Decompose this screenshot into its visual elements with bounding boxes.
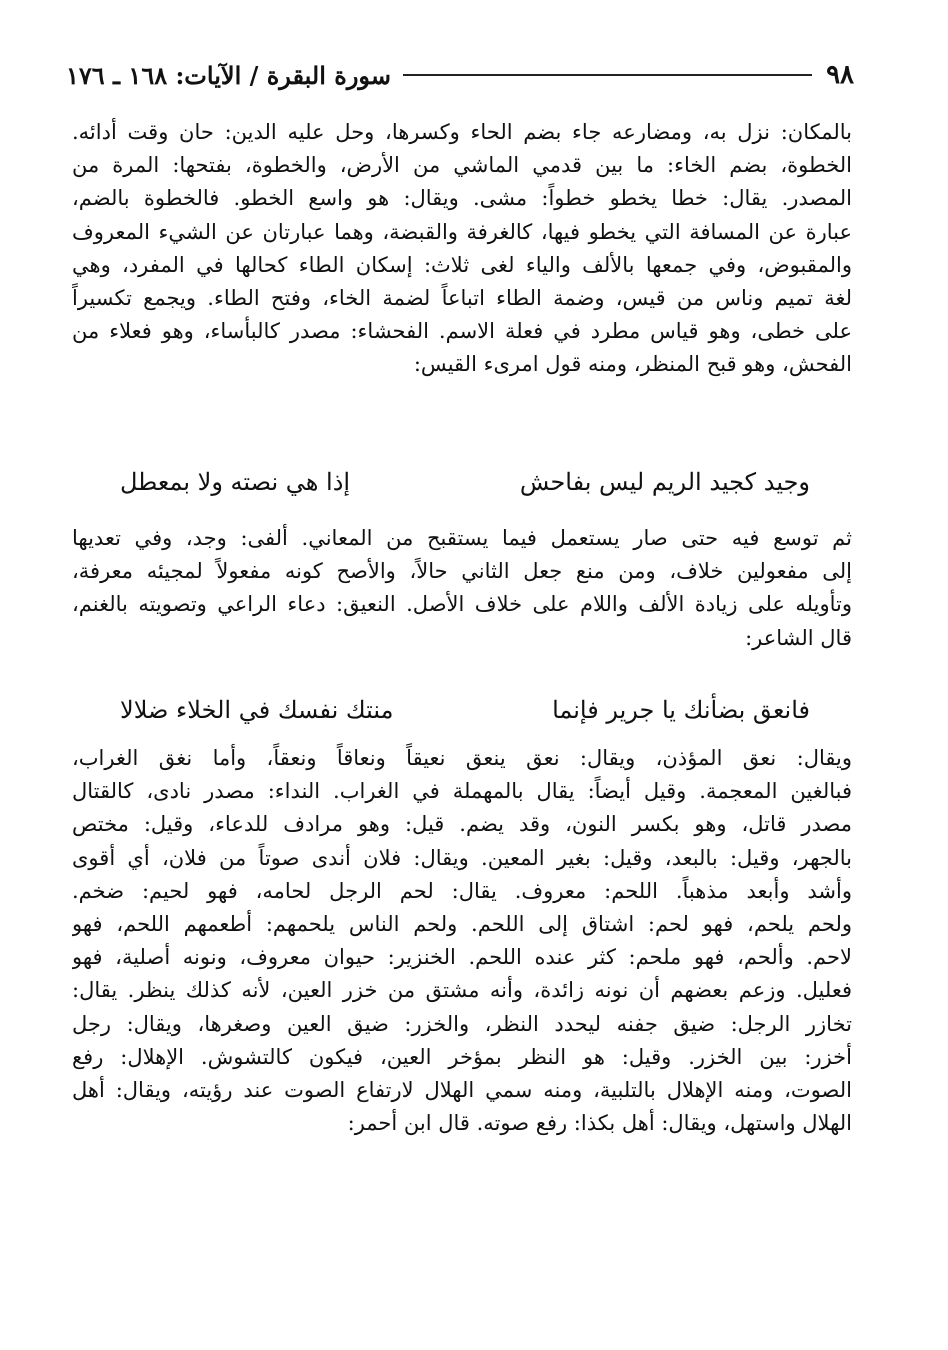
text-line: على خطى، وهو قياس مطرد في فعلة الاسم. الفحشاء: مصدر كالبأساء، وهو فعلاء من bbox=[72, 319, 852, 344]
text-line: عبارة عن المسافة التي يخطو فيها، كالغرفة والقبضة، وهما عبارتان عن الشيء المعروف bbox=[72, 219, 852, 244]
text-line: الخطوة، بضم الخاء: ما بين قدمي الماشي من الأرض، والخطوة، بفتحها: المرة من bbox=[72, 153, 852, 178]
text-line: أخزر: بين الخزر. وقيل: هو النظر بمؤخر العين، فيكون كالتشوش. الإهلال: رفع bbox=[72, 1044, 852, 1069]
text-line: الصوت، ومنه الإهلال بالتلبية، ومنه سمي الهلال لارتفاع الصوت عند رؤيته، ويقال: أهل bbox=[72, 1077, 852, 1102]
verse-first-hemistich: وجيد كجيد الريم ليس بفاحش bbox=[519, 468, 810, 496]
paragraph-block-1 bbox=[72, 116, 852, 382]
text-line: لغة تميم وناس من قيس، وضمة الطاء اتباعاً لضمة الخاء، وفتح الطاء. ويجمع تكسيراً bbox=[72, 285, 852, 310]
paragraph-block-3 bbox=[72, 742, 852, 1140]
poetry-verse-2 bbox=[120, 690, 810, 730]
verse-second-hemistich: إذا هي نصته ولا بمعطل bbox=[120, 468, 351, 496]
text-line: قال الشاعر: bbox=[745, 625, 852, 650]
poetry-verse-1 bbox=[120, 462, 810, 502]
page-header bbox=[66, 58, 854, 92]
text-line: إلى مفعولين خلاف، ومن منع جعل الثاني حالاً، والأصح كونه مفعولاً لمجيئه معرفة، bbox=[72, 559, 852, 584]
text-line: وتأويله على زيادة الألف واللام على خلاف الأصل. النعيق: دعاء الراعي وتصويته بالغنم، bbox=[72, 592, 852, 617]
text-line: وأشد وأبعد مذهباً. اللحم: معروف. يقال: لحم الرجل لحامه، فهو لحيم: ضخم. bbox=[72, 878, 852, 903]
text-line: تخازر الرجل: ضيق جفنه ليحدد النظر، والخزر: ضيق العين وصغرها، ويقال: رجل bbox=[72, 1011, 852, 1036]
text-line: ويقال: نعق المؤذن، ويقال: نعق ينعق نعيقاً ونعاقاً ونعقاً، وأما نغق الغراب، bbox=[72, 746, 852, 770]
header-rule bbox=[403, 74, 812, 76]
text-line: فعليل. وزعم بعضهم أن نونه زائدة، وأنه مشتق من خزر العين، لأنه كذلك ينظر. يقال: bbox=[72, 978, 852, 1003]
page-number: ٩٨ bbox=[826, 60, 854, 90]
paragraph-block-2 bbox=[72, 522, 852, 655]
text-line: فبالغين المعجمة. وقيل أيضاً: يقال بالمهملة في الغراب. النداء: مصدر نادى، كالقتال bbox=[72, 779, 852, 804]
text-line: المصدر. يقال: خطا يخطو خطواً: مشى. ويقال: هو واسع الخطو. فالخطوة بالضم، bbox=[72, 186, 852, 211]
text-line: بالمكان: نزل به، ومضارعه جاء بضم الحاء وكسرها، وحل عليه الدين: حان وقت أدائه. bbox=[72, 120, 852, 144]
text-line: لاحم. وألحم، فهو ملحم: كثر عنده اللحم. الخنزير: حيوان معروف، ونونه أصلية، فهو bbox=[72, 945, 852, 970]
text-line: والمقبوض، وفي جمعها بالألف والياء لغى ثلاث: إسكان الطاء كحالها في المفرد، وهي bbox=[72, 252, 852, 277]
running-title: سورة البقرة / الآيات: ١٦٨ ـ ١٧٦ bbox=[66, 60, 391, 90]
text-line: مصدر قاتل، وهو بكسر النون، وقد يضم. قيل: وهو مرادف للدعاء، وقيل: مختص bbox=[72, 812, 852, 837]
verse-second-hemistich: منتك نفسك في الخلاء ضلالا bbox=[120, 696, 394, 724]
text-line: الهلال واستهل، ويقال: أهل بكذا: رفع صوته. قال ابن أحمر: bbox=[347, 1111, 852, 1136]
verse-first-hemistich: فانعق بضأنك يا جرير فإنما bbox=[552, 696, 810, 724]
text-line: ثم توسع فيه حتى صار يستعمل فيما يستقبح من المعاني. ألفى: وجد، وفي تعديها bbox=[72, 526, 852, 550]
text-line: بالجهر، وقيل: بالبعد، وقيل: بغير المعين. ويقال: فلان أندى صوتاً من فلان، أي أقوى bbox=[72, 845, 852, 870]
text-line: الفحش، وهو قبح المنظر، ومنه قول امرىء القيس: bbox=[413, 352, 852, 377]
text-line: ولحم يلحم، فهو لحم: اشتاق إلى اللحم. ولحم الناس يلحمهم: أطعمهم اللحم، فهو bbox=[72, 911, 852, 936]
